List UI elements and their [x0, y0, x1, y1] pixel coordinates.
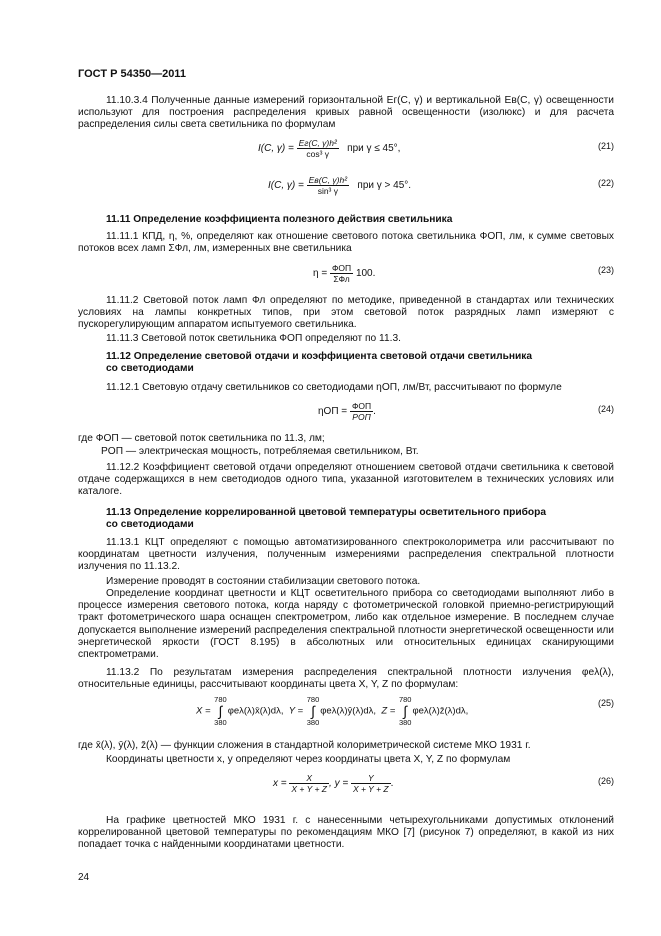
formula-tail: 100. [355, 268, 376, 280]
formula-26 [273, 773, 393, 794]
formula-24 [318, 401, 376, 422]
integral-lower-limit: 380 [214, 718, 227, 727]
integral-lower-limit: 380 [398, 718, 412, 727]
formula-numerator: Eв(C, γ)h² [308, 175, 348, 185]
formula-lhs: I(C, γ) = [268, 180, 304, 192]
paragraph-measurement: Измерение проводят в состоянии стабилизации светового потока. [106, 576, 421, 587]
where-clause-1: где ФОП — световой поток светильника по 11.3, лм; [78, 433, 325, 444]
formula-lhs: η = [313, 268, 328, 280]
formula-denominator: X + Y + Z [352, 784, 389, 794]
integral-lower-limit: 380 [306, 718, 320, 727]
equation-number-26: (26) [597, 776, 614, 786]
formula-denominator: X + Y + Z [291, 784, 328, 794]
formula-y-label: Y = [288, 705, 304, 717]
paragraph-coordinates: Координаты цветности x, y определяют через координаты цвета X, Y, Z по формулам [106, 754, 511, 765]
formula-lhs: ηОП = [318, 406, 348, 418]
formula-condition: при γ > 45°. [357, 180, 412, 192]
paragraph-11-12-2: 11.12.2 Коэффициент световой отдачи определяют отношением световой отдачи светильника к световой отдаче содержащихся в нем светодиодов одного типа, указанной изготовителем в технических условиях или каталоге. [78, 462, 614, 498]
page-header: ГОСТ Р 54350—2011 [78, 68, 186, 80]
paragraph-11-13-1: 11.13.1 КЦТ определяют с помощью автоматизированного спектроколориметра или рассчитывают по координатам цветности излучения, полученным измерениями распределения спектральной плотности излучения по 11.13.2. [78, 537, 614, 573]
formula-x-label: X = [196, 705, 211, 717]
integral-upper-limit: 780 [214, 695, 227, 704]
formula-numerator: ФОП [331, 263, 352, 273]
integrand-y: φeλ(λ)ȳ(λ)dλ, [320, 705, 377, 717]
formula-denominator: PОП [352, 412, 371, 422]
formula-numerator: Y [351, 773, 391, 784]
formula-x-label: x = [273, 778, 287, 790]
equation-number-22: (22) [597, 178, 614, 188]
formula-tail: . [390, 778, 394, 790]
formula-lhs: I(C, γ) = [258, 143, 294, 155]
equation-number-21: (21) [597, 141, 614, 151]
formula-denominator: ΣФл [333, 274, 350, 284]
paragraph-11-11-1: 11.11.1 КПД, η, %, определяют как отношение светового потока светильника ФОП, лм, к сумме световых потоков всех ламп ΣФл, лм, измеренных вне светильника [78, 231, 614, 255]
equation-number-24: (24) [597, 404, 614, 414]
integral-x: 780 ∫ 380 [214, 695, 227, 727]
formula-21 [258, 138, 400, 159]
integral-z: 780 ∫ 380 [398, 695, 412, 727]
section-heading-11-12-cont: со светодиодами [106, 363, 194, 374]
integrand-z: φeλ(λ)z̄(λ)dλ, [412, 705, 469, 717]
integrand-x: φeλ(λ)x̄(λ)dλ, [227, 705, 284, 717]
paragraph-definition: Определение координат цветности и КЦТ осветительного прибора со светодиодами выполняют либо в процессе измерения светового потока, когда наряду с фотометрической головкой приемно-регистрирующий тракт фотометрического шара оснащен спектрометром, либо как отдельное измерение. В последнем случае допускается выполнение измерений распределения спектральной плотности энергетической освещенности или энергетической яркости (ГОСТ 8.195) в абсолютных или относительных единицах сканирующими спектрометрами. [78, 588, 614, 661]
section-heading-11-13-cont: со светодиодами [106, 519, 194, 530]
page-number: 24 [78, 872, 90, 883]
formula-y-label: , y = [329, 778, 349, 790]
equation-number-25: (25) [597, 698, 614, 708]
formula-z-label: Z = [381, 705, 396, 717]
formula-condition: при γ ≤ 45°, [347, 143, 401, 155]
integral-upper-limit: 780 [306, 695, 320, 704]
formula-numerator: Eг(C, γ)h² [298, 138, 337, 148]
formula-denominator: cos³ γ [306, 149, 330, 159]
where-clause-2: PОП — электрическая мощность, потребляемая светильником, Вт. [101, 446, 419, 457]
section-heading-11-13: 11.13 Определение коррелированной цветовой температуры осветительного прибора [106, 507, 547, 518]
paragraph-11-12-1: 11.12.1 Световую отдачу светильников со светодиодами ηОП, лм/Вт, рассчитывают по формуле [106, 382, 562, 393]
paragraph-11-11-3: 11.11.3 Световой поток светильника ФОП определяют по 11.3. [106, 333, 401, 344]
paragraph-11-13-2: 11.13.2 По результатам измерения распределения спектральной плотности излучения φeλ(λ), относительные единицы, рассчитывают координаты цвета X, Y, Z по формулам: [78, 667, 614, 691]
section-heading-11-11: 11.11 Определение коэффициента полезного действия светильника [106, 214, 453, 225]
formula-tail: . [373, 406, 376, 418]
paragraph-final: На графике цветностей МКО 1931 г. с нанесенными четырехугольниками допустимых отклонений коррелированной цветовой температуры по рекомендациям МКО [7] (рисунок 7) определяют, в какой из них попадает точка c найденными координатами цветности. [78, 815, 614, 851]
paragraph-11-11-2: 11.11.2 Световой поток ламп Фл определяют по методике, приведенной в стандартах или технических условиях на лампы конкретных типов, при этом световой поток разрядных ламп измеряют с пускорегулирующим аппаратом испытуемого светильника. [78, 295, 614, 331]
section-heading-11-12: 11.12 Определение световой отдачи и коэффициента световой отдачи светильника [106, 351, 533, 362]
integral-upper-limit: 780 [398, 695, 412, 704]
formula-25 [196, 695, 468, 727]
equation-number-23: (23) [597, 265, 614, 275]
formula-22 [268, 175, 411, 196]
integral-y: 780 ∫ 380 [306, 695, 320, 727]
formula-23 [313, 263, 375, 284]
paragraph-11-10-3-4: 11.10.3.4 Полученные данные измерений горизонтальной Eг(C, γ) и вертикальной Eв(C, γ) освещенности используют для построения распределения кривых равной освещенности (изолюкс) и для расчета распределения силы света светильника по формулам [78, 95, 614, 131]
formula-numerator: X [289, 773, 329, 784]
where-clause-cmf: где x̄(λ), ȳ(λ), z̄(λ) — функции сложения в стандартной колориметрической системе МКО 1931 г. [78, 740, 531, 751]
formula-numerator: ФОП [351, 401, 372, 411]
formula-denominator: sin³ γ [317, 186, 338, 196]
